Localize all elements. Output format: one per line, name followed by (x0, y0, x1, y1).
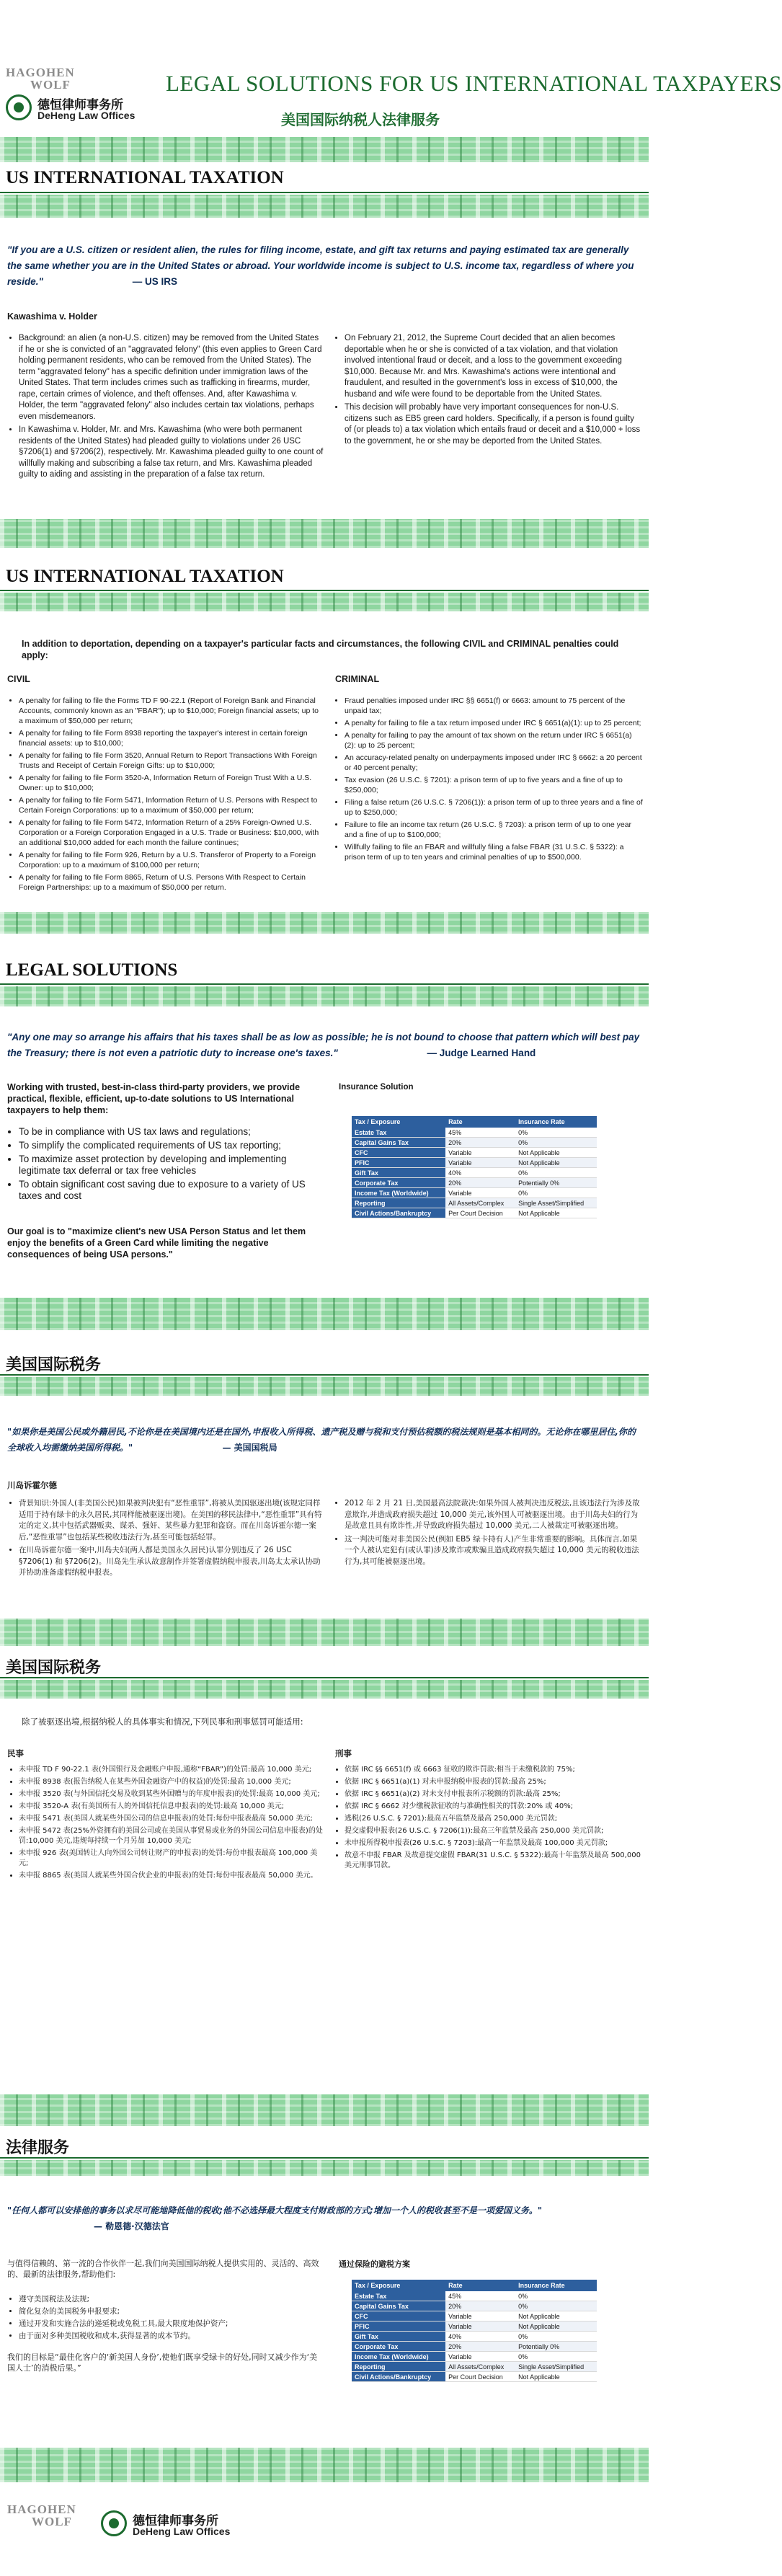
decorative-band (0, 912, 649, 934)
table-row (352, 2311, 597, 2322)
cell: Capital Gains Tax (352, 1138, 445, 1148)
table-header: Rate (445, 2280, 515, 2291)
civil-list (7, 1765, 324, 1883)
divider (0, 983, 649, 985)
quote-text: "Any one may so arrange his affairs that his taxes shall be as low as possible; he is not bound to choose that pattern which will best pay the Treasury; there is not even a patriotic duty to increase one's taxes." (7, 1032, 640, 1058)
table-row (352, 1158, 597, 1168)
table-header: Rate (445, 1116, 515, 1128)
quote-source: — Judge Learned Hand (427, 1048, 536, 1058)
list-item: • 未申报 3520-A 表(有美国所有人的外国信托信息申报表)的处罚:最高 10,000 美元; (19, 1802, 324, 1812)
cell: 0% (515, 2301, 597, 2311)
cell: 0% (515, 1128, 597, 1138)
cell: 0% (515, 2352, 597, 2362)
decorative-band (0, 2448, 649, 2482)
decorative-band (0, 1680, 649, 1699)
deheng-mark-icon (6, 94, 32, 120)
cell: Income Tax (Worldwide) (352, 2352, 445, 2362)
table-row (352, 2352, 597, 2362)
criminal-list (333, 696, 643, 864)
divider (0, 1374, 649, 1376)
section-title: 美国国际税务 (6, 1356, 102, 1374)
cell: Estate Tax (352, 2291, 445, 2301)
list-item: • To obtain significant cost saving due to exposure to a variety of US taxes and cost (19, 1179, 324, 1202)
list-item: • In Kawashima v. Holder, Mr. and Mrs. Kawashima (who were both permanent residents of the United States) had pleaded guilty to violations under 26 USC §7206(1) and §7206(2), respectively. Mr. Kawashima pleaded guilty to one count of willfully making and subscribing a false tax return, and Mrs. Kawashima pleaded guilty to aiding and assisting in the preparation of a false tax return. (19, 425, 324, 481)
divider (0, 192, 649, 193)
case-heading: 川岛诉霍尔德 (7, 1480, 57, 1490)
list-item: • A penalty for failing to file Form 5471, Information Return of U.S. Persons with Respect to Certain Foreign Corporations: up to a maximum of $50,000 per return; (19, 795, 324, 815)
list-item: • 未申报 TD F 90-22.1 表(外国银行及金融账户申报,通称“FBAR”)的处罚:最高 10,000 美元; (19, 1765, 324, 1775)
divider (0, 590, 649, 591)
list-item: • A penalty for failing to pay the amount of tax shown on the return under IRC § 6651(a)(2): up to 25 percent; (345, 730, 643, 751)
decorative-band (0, 593, 649, 611)
logo-line-2: WOLF (32, 2515, 72, 2528)
cell: Variable (445, 2311, 515, 2322)
table-header: Tax / Exposure (352, 2280, 445, 2291)
divider (0, 1677, 649, 1678)
list-item: • 未申报 8865 表(美国人就某些外国合伙企业的申报表)的处罚:每份申报表最高 50,000 美元。 (19, 1871, 324, 1881)
list-item: • 提交虚假申报表(26 U.S.C. § 7206(1)):最高三年监禁及最高 250,000 美元罚款; (345, 1826, 643, 1836)
cell: Gift Tax (352, 1168, 445, 1178)
deheng-name-cn: 德恒律师事务所 (133, 2514, 218, 2528)
list-item: • A penalty for failing to file Form 3520-A, Information Return of Foreign Trust With a U.S. Owner: up to $10,000; (19, 773, 324, 793)
section-title: LEGAL SOLUTIONS (6, 960, 178, 980)
list-item: • 未申报 926 表(美国转让人向外国公司转让财产的申报表)的处罚:每份申报表最高 100,000 美元; (19, 1849, 324, 1869)
penalties-intro: In addition to deportation, depending on a taxpayer's particular facts and circumstances, the following CIVIL and CRIMINAL penalties could apply: (22, 639, 619, 660)
cell: Variable (445, 1148, 515, 1158)
table-row (352, 2372, 597, 2382)
cell: 45% (445, 2291, 515, 2301)
list-item: • To maximize asset protection by developing and implementing legitimate tax deferral or tax free vehicles (19, 1154, 324, 1177)
table-row (352, 2291, 597, 2301)
decorative-band (0, 2160, 649, 2176)
cell: Civil Actions/Bankruptcy (352, 2372, 445, 2382)
decorative-band (0, 137, 649, 162)
insurance-table-grid (352, 1116, 597, 1218)
cell: Civil Actions/Bankruptcy (352, 1208, 445, 1218)
solutions-bullets (7, 1126, 324, 1204)
list-item: • Tax evasion (26 U.S.C. § 7201): a prison term of up to five years and a fine of up to $250,000; (345, 775, 643, 795)
cell: Gift Tax (352, 2332, 445, 2342)
list-item: • 在川岛诉霍尔德一案中,川岛夫妇(两人都是美国永久居民)认罪分别违反了 26 USC §7206(1) 和 §7206(2)。川岛先生承认故意制作并签署虚假纳税申报表,川岛太太承认协助并协助准备虚假纳税申报表。 (19, 1545, 324, 1579)
list-item: • To simplify the complicated requirements of US tax reporting; (19, 1140, 324, 1151)
deheng-name-cn: 德恒律师事务所 (37, 98, 123, 112)
civil-heading: 民事 (7, 1748, 24, 1758)
table-row (352, 1178, 597, 1188)
cell: 20% (445, 1138, 515, 1148)
quote-text: "如果你是美国公民或外籍居民,不论你是在美国境内还是在国外,申报收入所得税、遗产税及赠与税和支付预估税额的税法规则是基本相同的。无论你在哪里居住,你的全球收入均需缴纳美国所得税。" (7, 1427, 636, 1453)
table-row (352, 1168, 597, 1178)
table-row (352, 2342, 597, 2352)
case-right-column (333, 1498, 643, 1570)
logo-line-1: HAGOHEN (7, 2502, 76, 2516)
section-title: 美国国际税务 (6, 1659, 102, 1677)
hand-quote-cn (7, 2203, 641, 2234)
solutions-intro: Working with trusted, best-in-class third-party providers, we provide practical, flexible, efficient, up-to-date solutions to US International taxpayers to help them: (7, 1082, 301, 1115)
list-item: • 未申报 3520 表(与外国信托交易及收到某些外国赠与的年度申报表)的处罚:最高 10,000 美元; (19, 1789, 324, 1800)
insurance-table-grid (352, 2280, 597, 2382)
civil-heading: CIVIL (7, 674, 30, 684)
cell: Corporate Tax (352, 2342, 445, 2352)
case-right-column (333, 333, 643, 449)
table-row (352, 1128, 597, 1138)
criminal-heading: 刑事 (335, 1748, 352, 1758)
cell: Single Asset/Simplified (515, 2362, 597, 2372)
list-item: • 依据 IRC § 6651(a)(1) 对未申报纳税申报表的罚款:最高 25%; (345, 1777, 643, 1787)
list-item: • A penalty for failing to file Form 8938 reporting the taxpayer's interest in certain foreign financial assets: up to $10,000; (19, 728, 324, 748)
section-title: US INTERNATIONAL TAXATION (6, 567, 284, 586)
cell: Variable (445, 2322, 515, 2332)
list-item: • A penalty for failing to file Form 5472, Information Return of a 25% Foreign-Owned U.S. Corporation or a Foreign Corporation Engaged in a U.S. Trade or Business: $10,000, with an additional $10,000 added for each month the failure continues; (19, 818, 324, 848)
list-item: • Failure to file an income tax return (26 U.S.C. § 7203): a prison term of up to one year and a fine of up to $100,000; (345, 820, 643, 840)
table-header: Tax / Exposure (352, 1116, 445, 1128)
quote-source: — 美国国税局 (222, 1443, 277, 1453)
decorative-band (0, 1619, 649, 1646)
list-item: • 这一判决可能对非美国公民(例如 EB5 绿卡持有人)产生非常重要的影响。具体而言,如果一个人被认定犯有(或认罪)涉及欺诈或欺骗且造成政府损失超过 10,000 美元的税收违法行为,其可能被驱逐出境。 (345, 1534, 643, 1568)
cell: 40% (445, 2332, 515, 2342)
insurance-table (352, 2280, 597, 2382)
cell: Not Applicable (515, 1158, 597, 1168)
cell: 20% (445, 2301, 515, 2311)
penalties-intro: 除了被驱逐出境,根据纳税人的具体事实和情况,下列民事和刑事惩罚可能适用: (22, 1717, 303, 1727)
table-row (352, 1138, 597, 1148)
cell: Not Applicable (515, 1148, 597, 1158)
civil-list (7, 696, 324, 895)
section-title: 法律服务 (6, 2139, 70, 2157)
list-item: • On February 21, 2012, the Supreme Court decided that an alien becomes deportable when he or she is convicted of a tax violation, and that violation involved intentional fraud or deceit, and a loss to the government exceeding $10,000. Because Mr. and Mrs. Kawashima's actions were intentional and fraudulent, and resulted in the government's loss in excess of $10,000, the husband and wife were found to be deportable from the United States. (345, 333, 643, 400)
table-header: Insurance Rate (515, 2280, 597, 2291)
insurance-table-title: 通过保险的避税方案 (339, 2259, 410, 2269)
cell: CFC (352, 2311, 445, 2322)
cell: 45% (445, 1128, 515, 1138)
list-item: • 遵守美国税法及法规; (19, 2294, 324, 2304)
solutions-intro: 与值得信赖的、第一流的合作伙伴一起,我们向美国国际纳税人提供实用的、灵活的、高效的、最新的法律服务,帮助他们: (7, 2259, 319, 2279)
deheng-name-en: DeHeng Law Offices (133, 2526, 231, 2537)
cell: Reporting (352, 1198, 445, 1208)
decorative-band (0, 2094, 649, 2126)
list-item: • 背景知识:外国人(非美国公民)如果被判决犯有“恶性重罪”,将被从美国驱逐出境(该规定同样适用于持有绿卡的永久居民,其同样能被驱逐出境)。在美国的移民法律中,“恶性重罪”具有特定的定义,其中包括武器贩卖、谋杀、强奸、某些暴力犯罪和盗窃。而在川岛诉霍尔德一案后,“恶性重罪”也包括某些税收违法行为,甚至可能包括轻罪。 (19, 1498, 324, 1543)
cell: Per Court Decision (445, 1208, 515, 1218)
list-item: • 通过开发和实施合法的递延税或免税工具,最大限度地保护资产; (19, 2319, 324, 2329)
decorative-band (0, 986, 649, 1006)
decorative-band (0, 1377, 649, 1396)
list-item: • Background: an alien (a non-U.S. citizen) may be removed from the United States if he or she is convicted of an "aggravated felony" (this even applies to Green Card holding permanent residents, who can be removed from the United States). The term "aggravated felony" has a specific definition under immigration laws of the United States. That term includes crimes such as trafficking in firearms, murder, rape, certain crimes of violence, and theft offenses. And, after Kawashima v. Holder, the term "aggravated felony" also includes certain tax violations, perhaps even misdemeanors. (19, 333, 324, 422)
list-item: • 未申报 8938 表(报告纳税人在某些外国金融资产中的权益)的处罚:最高 10,000 美元; (19, 1777, 324, 1787)
quote-text: "任何人都可以安排他的事务以求尽可能地降低他的税收;他不必选择最大程度支付财政部的方式;增加一个人的税收甚至不是一项爱国义务。" (7, 2205, 543, 2216)
quote-source: — 勒恩德·汉德法官 (94, 2221, 169, 2231)
cell: Potentially 0% (515, 1178, 597, 1188)
cell: Reporting (352, 2362, 445, 2372)
irs-quote-cn (7, 1424, 641, 1456)
hand-quote (7, 1030, 641, 1061)
main-title: LEGAL SOLUTIONS FOR US INTERNATIONAL TAXPAYERS (166, 71, 782, 96)
list-item: • Willfully failing to file an FBAR and willfully filing a false FBAR (31 U.S.C. § 5322): a prison term of up to ten years and criminal penalties of up to $500,000. (345, 842, 643, 862)
cell: PFIC (352, 1158, 445, 1168)
cell: Not Applicable (515, 1208, 597, 1218)
cell: 0% (515, 1168, 597, 1178)
table-row (352, 2332, 597, 2342)
solutions-bullets (7, 2294, 324, 2343)
quote-source: — US IRS (132, 276, 177, 287)
list-item: • A penalty for failing to file Form 926, Return by a U.S. Transferor of Property to a Foreign Corporation: up to a maximum of $100,000 per return; (19, 850, 324, 870)
irs-quote (7, 242, 641, 290)
list-item: • Filing a false return (26 U.S.C. § 7206(1)): a prison term of up to three years and a fine of up to $250,000; (345, 797, 643, 818)
cell: CFC (352, 1148, 445, 1158)
footer (0, 2489, 649, 2576)
cell: 40% (445, 1168, 515, 1178)
header (0, 0, 782, 110)
cell: Variable (445, 2352, 515, 2362)
list-item: • To be in compliance with US tax laws and regulations; (19, 1126, 324, 1138)
hacohen-wolf-logo (6, 66, 85, 92)
logo-line-2: WOLF (30, 78, 71, 92)
list-item: • 由于面对多种美国税收和成本,获得显著的成本节约。 (19, 2331, 324, 2341)
table-row (352, 1208, 597, 1218)
table-row (352, 1148, 597, 1158)
list-item: • A penalty for failing to file the Forms TD F 90-22.1 (Report of Foreign Bank and Financial Accounts, commonly known as an "FBAR"); up to $10,000; Foreign financial assets; up to a maximum of $50,000 per return; (19, 696, 324, 726)
list-item: • A penalty for failing to file Form 3520, Annual Return to Report Transactions With Foreign Trusts and Receipt of Certain Foreign Gifts: up to $10,000; (19, 751, 324, 771)
hacohen-wolf-logo (7, 2503, 86, 2529)
list-item: • A penalty for failing to file Form 8865, Return of U.S. Persons With Respect to Certain Foreign Partnerships: up to a maximum of $50,000 per return. (19, 872, 324, 893)
cell: 0% (515, 2291, 597, 2301)
cell: All Assets/Complex (445, 2362, 515, 2372)
list-item: • Fraud penalties imposed under IRC §§ 6651(f) or 6663: amount to 75 percent of the unpaid tax; (345, 696, 643, 716)
decorative-band (0, 519, 649, 548)
deheng-name-en: DeHeng Law Offices (37, 110, 135, 121)
cell: Variable (445, 1188, 515, 1198)
criminal-heading: CRIMINAL (335, 674, 380, 684)
cell: PFIC (352, 2322, 445, 2332)
case-left-column (7, 1498, 324, 1581)
cell: Income Tax (Worldwide) (352, 1188, 445, 1198)
list-item: • 依据 IRC § 6651(a)(2) 对未支付申报表所示税额的罚款:最高 25%; (345, 1789, 643, 1800)
cell: Potentially 0% (515, 2342, 597, 2352)
cell: All Assets/Complex (445, 1198, 515, 1208)
list-item: • 故意不申报 FBAR 及故意提交虚假 FBAR(31 U.S.C. § 5322):最高十年监禁及最高 500,000 美元刑事罚款。 (345, 1851, 643, 1871)
cell: Capital Gains Tax (352, 2301, 445, 2311)
table-row (352, 2301, 597, 2311)
list-item: • 未申报所得税申报表(26 U.S.C. § 7203):最高一年监禁及最高 100,000 美元罚款; (345, 1838, 643, 1849)
section-title: US INTERNATIONAL TAXATION (6, 168, 284, 187)
cell: 20% (445, 2342, 515, 2352)
list-item: • An accuracy-related penalty on underpayments imposed under IRC § 6662: a 20 percent or 40 percent penalty; (345, 753, 643, 773)
criminal-list (333, 1765, 643, 1873)
insurance-table (352, 1116, 597, 1218)
table-row (352, 2322, 597, 2332)
cell: 0% (515, 2332, 597, 2342)
list-item: • 依据 IRC § 6662 对少缴税款征收的与准确性相关的罚款:20% 或 40%; (345, 1802, 643, 1812)
decorative-band (0, 1298, 649, 1330)
cell: 0% (515, 1138, 597, 1148)
cell: Not Applicable (515, 2322, 597, 2332)
case-heading: Kawashima v. Holder (7, 311, 97, 322)
list-item: • 2012 年 2 月 21 日,美国最高法院裁决:如果外国人被判决违反税法,且该违法行为涉及故意欺诈,并造成政府损失超过 10,000 美元,该外国人可被驱逐出境。由于川岛夫妇的行为是故意且具有欺诈性,并导致政府损失超过 10,000 美元,二人被裁定可被驱逐出境。 (345, 1498, 643, 1532)
insurance-table-title: Insurance Solution (339, 1083, 414, 1092)
table-row (352, 2362, 597, 2372)
cell: Variable (445, 1158, 515, 1168)
table-header: Insurance Rate (515, 1116, 597, 1128)
table-row (352, 1198, 597, 1208)
list-item: • 未申报 5472 表(25%外资拥有的美国公司或在美国从事贸易或业务的外国公司信息申报表)的处罚:10,000 美元,违规每持续一个月另加 10,000 美元; (19, 1826, 324, 1846)
cell: Not Applicable (515, 2311, 597, 2322)
decorative-band (0, 195, 649, 218)
cell: Estate Tax (352, 1128, 445, 1138)
list-item: • 未申报 5471 表(美国人就某些外国公司的信息申报表)的处罚:每份申报表最高 50,000 美元; (19, 1814, 324, 1824)
deheng-mark-icon (101, 2510, 127, 2536)
goal-statement: Our goal is to "maximize client's new USA Person Status and let them enjoy the benefits of a Green Card while limiting the negative consequences of being USA persons." (7, 1226, 306, 1260)
list-item: • 依据 IRC §§ 6651(f) 或 6663 征收的欺诈罚款:相当于未缴税款的 75%; (345, 1765, 643, 1775)
case-left-column (7, 333, 324, 483)
logo-line-1: HAGOHEN (6, 66, 75, 79)
divider (0, 2157, 649, 2159)
chinese-subtitle: 美国国际纳税人法律服务 (281, 111, 440, 128)
quote-text: "If you are a U.S. citizen or resident alien, the rules for filing income, estate, and gift tax returns and paying estimated tax are generally the same whether you are in the United States or abroad. Your worldwide income is subject to U.S. income tax, regardless of where you reside." (7, 244, 634, 287)
list-item: • 逃税(26 U.S.C. § 7201):最高五年监禁及最高 250,000 美元罚款; (345, 1814, 643, 1824)
list-item: • 简化复杂的美国税务申报要求; (19, 2306, 324, 2316)
cell: Per Court Decision (445, 2372, 515, 2382)
goal-statement: 我们的目标是“最佳化客户的‘新美国人身份’,使他们既享受绿卡的好处,同时又减少作为‘美国人士’的消极后果。” (7, 2353, 318, 2373)
table-row (352, 1188, 597, 1198)
cell: Single Asset/Simplified (515, 1198, 597, 1208)
cell: 0% (515, 1188, 597, 1198)
cell: 20% (445, 1178, 515, 1188)
cell: Not Applicable (515, 2372, 597, 2382)
list-item: • This decision will probably have very important consequences for non-U.S. citizens such as EB5 green card holders. Specifically, if a person is found guilty of (or pleads to) a tax violation which entails fraud or deceit and a $10,000 + loss to the government, he or she may be deported from the United States. (345, 402, 643, 447)
cell: Corporate Tax (352, 1178, 445, 1188)
list-item: • A penalty for failing to file a tax return imposed under IRC § 6651(a)(1): up to 25 percent; (345, 718, 643, 728)
